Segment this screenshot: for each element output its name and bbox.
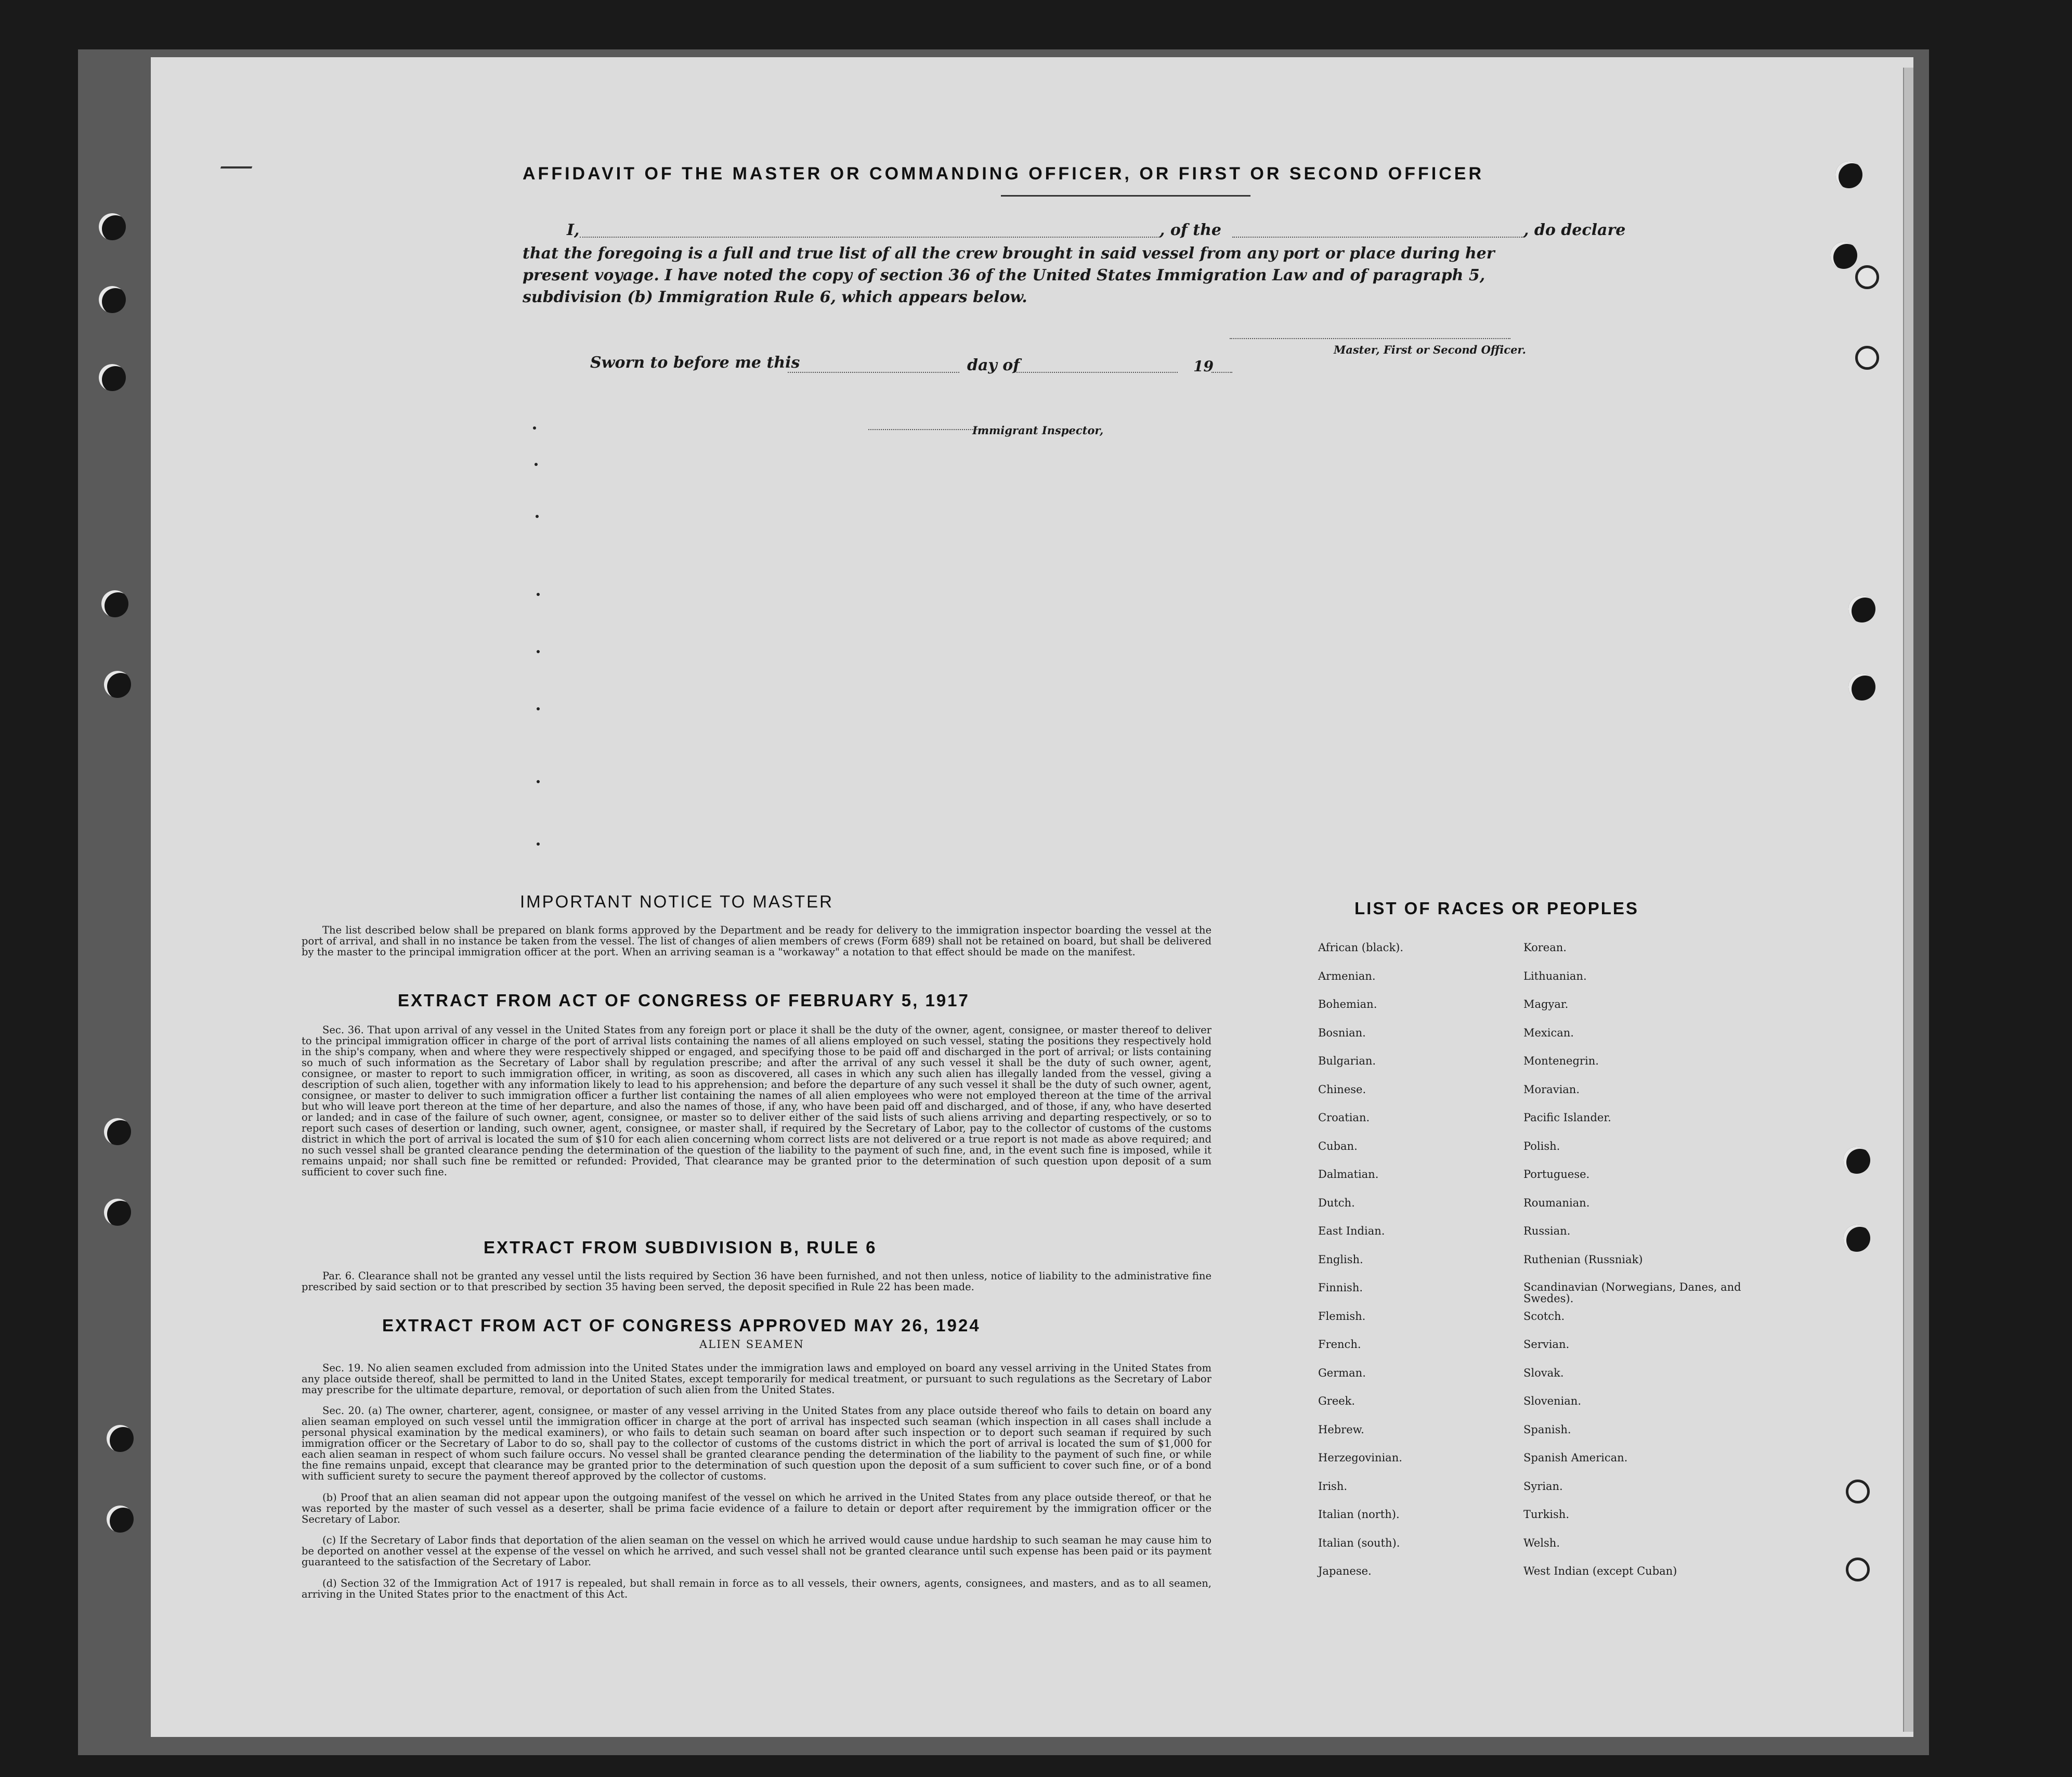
race-item: Irish. [1318, 1480, 1348, 1493]
race-item: Polish. [1523, 1139, 1560, 1152]
race-item: Lithuanian. [1523, 969, 1587, 982]
race-item: Bulgarian. [1318, 1055, 1376, 1067]
race-item: Moravian. [1523, 1083, 1580, 1096]
race-item: Cuban. [1318, 1139, 1358, 1152]
affidavit-line-2: that the foregoing is a full and true list of all the crew brought in said vessel from any port or place during her [523, 244, 1495, 263]
race-item: Scandinavian (Norwegians, Danes, and Swedes). [1523, 1281, 1741, 1305]
race-item: Bohemian. [1318, 998, 1377, 1010]
notice-title: IMPORTANT NOTICE TO MASTER [520, 892, 834, 911]
bleed-dot [537, 842, 540, 846]
punch-hole-icon [1843, 1147, 1870, 1174]
race-item: Roumanian. [1523, 1196, 1590, 1209]
punch-hole-icon [1835, 161, 1862, 188]
race-item: Scotch. [1523, 1309, 1565, 1322]
race-item: Russian. [1523, 1225, 1571, 1237]
race-item: Welsh. [1523, 1536, 1560, 1549]
race-item: West Indian (except Cuban) [1523, 1565, 1677, 1577]
bleed-dot [537, 780, 540, 783]
bleed-dot [537, 650, 540, 653]
race-item: Slovenian. [1523, 1395, 1581, 1407]
sworn-day-line [788, 372, 959, 373]
manifest-sheet [151, 57, 1913, 1737]
race-item: Armenian. [1318, 969, 1376, 982]
punch-hole-icon [99, 213, 126, 240]
race-item: Turkish. [1523, 1508, 1569, 1521]
bleed-dot [537, 593, 540, 596]
punch-hole-icon [99, 364, 126, 391]
right-page-edge [1903, 68, 1913, 1732]
affidavit-title: AFFIDAVIT OF THE MASTER OR COMMANDING OFFICER, OR FIRST OR SECOND OFFICER [523, 164, 1484, 184]
race-item: Pacific Islander. [1523, 1111, 1611, 1124]
punch-hole-icon [107, 1425, 134, 1452]
races-column-1 [1318, 941, 1516, 1593]
punch-hole-icon [104, 1118, 131, 1145]
punch-hole-icon [1830, 242, 1857, 269]
punch-hole-icon [1848, 673, 1875, 701]
affidavit-line-4: subdivision (b) Immigration Rule 6, which appears below. [523, 288, 1027, 306]
extract-1917-text [302, 1014, 1211, 1187]
race-item: Servian. [1523, 1338, 1570, 1351]
sec-20a-paragraph: Sec. 20. (a) The owner, charterer, agent, consignee, or master of any vessel arriving in the United States from any place outside thereof who fails to detain on board any alien seaman employed on such vessel until the immigration officer in charge at the port of arrival has inspected such seaman (which inspection in all cases shall include a personal physical examination by the medical examiners), or who fails to detain such seaman on board after such inspection or to deport such seaman if required by such immigration officer or the Secretary of Labor to do so, shall pay to the collector of customs of the customs district in which the port of arrival is located the sum of $1,000 for each alien seaman in respect of whom such failure occurs. No vessel shall be granted clearance pending the determination of the liability to the payment of such fine, or while the fine remains unpaid, except that clearance may be granted prior to the determination of such question upon the deposit of a sum sufficient to cover such fine, or of a bond with sufficient surety to secure the payment thereof approved by the collector of customs. [302, 1405, 1211, 1482]
par-6-paragraph: Par. 6. Clearance shall not be granted any vessel until the lists required by Section 36 have been furnished, and not then unless, notice of liability to the administrative fine prescribed by said section or to that prescribed by section 35 having been served, the deposit specified in Rule 22 has been made. [302, 1269, 1211, 1293]
master-label: Master, First or Second Officer. [1334, 343, 1526, 356]
race-item: Spanish American. [1523, 1451, 1628, 1464]
race-item: Flemish. [1318, 1309, 1366, 1322]
punch-hole-icon [107, 1506, 134, 1533]
race-item: Chinese. [1318, 1083, 1366, 1096]
vessel-line [1232, 237, 1523, 238]
race-item: Greek. [1318, 1395, 1356, 1407]
race-item: Herzegovinian. [1318, 1451, 1402, 1464]
race-item: Italian (south). [1318, 1536, 1400, 1549]
corner-mark [220, 151, 258, 168]
races-column-2 [1523, 941, 1742, 1593]
year-label: 19 [1193, 358, 1214, 375]
notice-paragraph: The list described below shall be prepared on blank forms approved by the Department and be ready for delivery to the immigration inspector boarding the vessel at the port of arrival, and shall in no instance be taken from the vessel. The list of changes of alien members of crews (Form 689) shall not be retained on board, but shall be delivered by the master to the principal immigration officer at the port. When an arriving seaman is a "workaway" a notation to that effect should be made on the manifest. [302, 924, 1211, 958]
bleed-dot [537, 707, 540, 710]
punch-hole-icon [1855, 346, 1879, 370]
race-item: Bosnian. [1318, 1026, 1366, 1039]
sec-19-paragraph: Sec. 19. No alien seamen excluded from admission into the United States under the immigration laws and employed on board any vessel arriving in the United States from any place outside thereof, shall be permitted to land in the United States, except temporarily for medical treatment, or pursuant to such regulations as the Secretary of Labor may prescribe for the ultimate departure, removal, or deportation of such alien from the United States. [302, 1361, 1211, 1396]
punch-hole-icon [1846, 1558, 1870, 1581]
race-item: Japanese. [1318, 1565, 1372, 1577]
master-signature-line [1230, 338, 1510, 339]
punch-hole-icon [101, 590, 128, 617]
punch-hole-icon [1848, 595, 1875, 622]
do-declare-label: , do declare [1523, 221, 1626, 239]
alien-seamen-subtitle: ALIEN SEAMEN [699, 1338, 804, 1351]
sec-36-paragraph: Sec. 36. That upon arrival of any vessel in the United States from any foreign port or place it shall be the duty of the owner, agent, consignee, or master thereof to deliver to the principal immigration officer in charge of the port of arrival lists containing the names of all aliens employed on such vessel, stating the positions they respectively hold in the ship's company, when and where they were respectively shipped or engaged, and specifying those to be paid off and discharged in the port of arrival; or lists containing so much of such information as the Secretary of Labor shall by regulation prescribe; and after the arrival of any such vessel it shall be the duty of such owner, agent, consignee, or master to report to such immigration officer, in writing, as soon as discovered, all cases in which any such alien has illegally landed from the vessel, giving a description of such alien, together with any information likely to lead to his apprehension; and before the departure of any such vessel it shall be the duty of such owner, agent, consignee, or master to deliver to such immigration officer a further list containing the names of all alien employees who were not employed thereon at the time of the arrival but who will leave port thereon at the time of her departure, and also the names of those, if any, who have been paid off and discharged, and of those, if any, who have deserted or landed; and in case of the failure of such owner, agent, consignee, or master so to deliver either of the said lists of such aliens arriving and departing respectively, or so to report such cases of desertion or landing, such owner, agent, consignee, or master shall, if required by the Secretary of Labor, pay to the collector of customs of the customs district in which the port of arrival is located the sum of $10 for each alien concerning whom correct lists are not delivered or a true report is not made as above required; and no such vessel shall be granted clearance pending the determination of the question of the liability to the payment of such fine, and, in the event such fine is imposed, while it remains unpaid; nor shall such fine be remitted or refunded: Provided, That clearance may be granted prior to the determination of such question upon deposit of a sum sufficient to cover such fine. [302, 1023, 1211, 1178]
race-item: Dutch. [1318, 1196, 1355, 1209]
punch-hole-icon [1846, 1480, 1870, 1503]
sworn-label: Sworn to before me this [590, 354, 800, 372]
bleed-dot [533, 426, 536, 430]
race-item: Syrian. [1523, 1480, 1563, 1493]
punch-hole-icon [99, 286, 126, 313]
sec-20b-paragraph: (b) Proof that an alien seaman did not appear upon the outgoing manifest of the vessel on which he arrived in the United States from any place outside thereof, or that he was reported by the master of such vessel as a deserter, shall be prima facie evidence of a failure to detain or deport after requirement by the immigration officer or the Secretary of Labor. [302, 1491, 1211, 1525]
punch-hole-icon [104, 671, 131, 698]
race-item: Mexican. [1523, 1026, 1574, 1039]
race-item: Korean. [1523, 941, 1567, 954]
extract-1924-text [302, 1352, 1211, 1610]
extract-1924-title: EXTRACT FROM ACT OF CONGRESS APPROVED MAY 26, 1924 [382, 1316, 981, 1335]
punch-hole-icon [1855, 265, 1879, 289]
name-line [580, 237, 1159, 238]
affidavit-line-3: present voyage. I have noted the copy of section 36 of the United States Immigration Law and of paragraph 5, [523, 266, 1485, 284]
race-item: Magyar. [1523, 998, 1569, 1010]
race-item: Hebrew. [1318, 1423, 1364, 1436]
extract-rule6-title: EXTRACT FROM SUBDIVISION B, RULE 6 [484, 1238, 877, 1257]
title-rule [1001, 195, 1250, 197]
punch-hole-icon [1843, 1225, 1870, 1252]
notice-text [302, 914, 1211, 967]
bleed-dot [536, 515, 539, 518]
day-of-label: day of [967, 356, 1020, 374]
sec-20d-paragraph: (d) Section 32 of the Immigration Act of 1917 is repealed, but shall remain in force as to all vessels, their owners, agents, consignees, and masters, and as to all seamen, arriving in the United States prior to the enactment of this Act. [302, 1577, 1211, 1600]
sworn-year-line [1211, 372, 1232, 373]
race-item: French. [1318, 1338, 1361, 1351]
i-label: I, [567, 221, 580, 239]
race-item: Croatian. [1318, 1111, 1370, 1124]
inspector-signature-line [868, 429, 988, 430]
sec-20c-paragraph: (c) If the Secretary of Labor finds that deportation of the alien seaman on the vessel on which he arrived would cause undue hardship to such seaman he may cause him to be deported on another vessel at the expense of the vessel on which he arrived, and such vessel shall not be granted clearance until such expense has been paid or its payment guaranteed to the satisfaction of the Secretary of Labor. [302, 1534, 1211, 1568]
extract-1917-title: EXTRACT FROM ACT OF CONGRESS OF FEBRUARY 5, 1917 [398, 991, 970, 1010]
race-item: Spanish. [1523, 1423, 1571, 1436]
inspector-label: Immigrant Inspector, [972, 424, 1104, 437]
extract-rule6-text [302, 1260, 1211, 1302]
race-item: English. [1318, 1253, 1363, 1266]
race-item: Finnish. [1318, 1281, 1363, 1294]
race-item: Ruthenian (Russniak) [1523, 1253, 1643, 1266]
bleed-dot [535, 463, 538, 466]
of-the-label: , of the [1159, 221, 1222, 239]
race-item: Italian (north). [1318, 1508, 1400, 1521]
race-item: Montenegrin. [1523, 1055, 1599, 1067]
race-item: Slovak. [1523, 1366, 1564, 1379]
races-title: LIST OF RACES OR PEOPLES [1354, 899, 1639, 918]
race-item: German. [1318, 1366, 1366, 1379]
sworn-month-line [1017, 372, 1178, 373]
punch-hole-icon [104, 1199, 131, 1226]
race-item: East Indian. [1318, 1225, 1385, 1237]
race-item: Portuguese. [1523, 1168, 1590, 1181]
race-item: Dalmatian. [1318, 1168, 1379, 1181]
race-item: African (black). [1318, 941, 1404, 954]
